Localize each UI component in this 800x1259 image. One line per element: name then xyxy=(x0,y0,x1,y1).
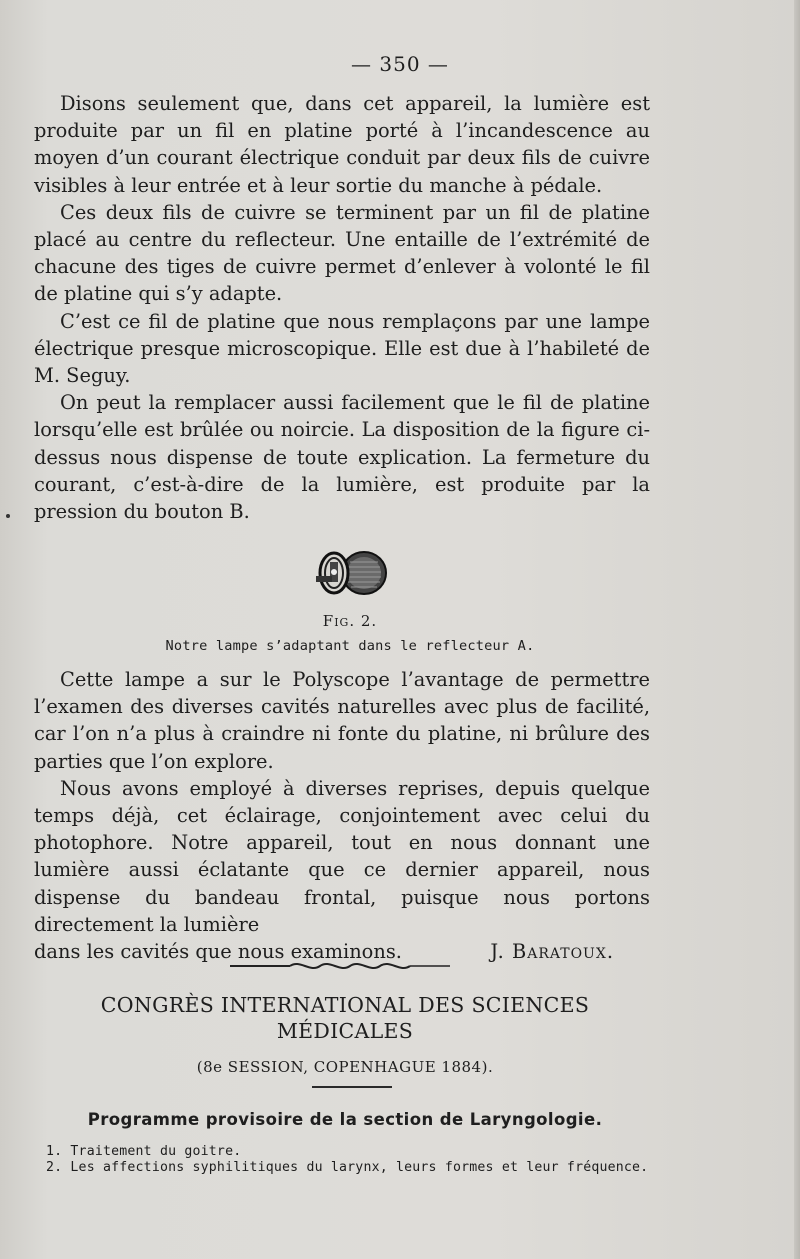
paragraph-5: Cette lampe a sur le Polyscope l’avantage de permettre l’examen des diverses cavités naturelles avec plus de facilité, car l’on n’a plus à craindre ni fonte du platine, ni brûlure des parties que l’on explore. xyxy=(34,668,650,773)
ornamental-divider xyxy=(230,956,450,976)
lamp-illustration xyxy=(310,548,390,602)
figure-label: Fig. 2. xyxy=(322,612,378,630)
paragraph-3: C’est ce fil de platine que nous remplaçons par une lampe électrique presque microscopique. Elle est due à l’habileté de M. Seguy. xyxy=(34,309,650,388)
programme-item-1: 1. Traitement du goitre. xyxy=(46,1144,242,1159)
paragraph-1: Disons seulement que, dans cet appareil, la lumière est produite par un fil en platine porté à l’incandescence au moyen d’un courant électrique conduit par deux fils de cuivre visibles à leur entrée et à leur sortie du manche à pédale. xyxy=(34,92,650,197)
congress-title-line1: CONGRÈS INTERNATIONAL DES SCIENCES xyxy=(100,993,590,1017)
paragraph-2: Ces deux fils de cuivre se terminent par un fil de platine placé au centre du reflecteur. Une entaille de l’extrémité de chacune des tiges de cuivre permet d’enlever à volonté le fil de platine qui s’y adapte. xyxy=(34,200,650,306)
body-text-top xyxy=(34,90,650,525)
figure-caption: Notre lampe s’adaptant dans le reflecteur A. xyxy=(165,638,535,654)
paragraph-4: On peut la remplacer aussi facilement que le fil de platine lorsqu’elle est brûlée ou noircie. La disposition de la figure ci-dessus nous dispense de toute explication. La fermeture du courant, c’est-à-dire de la lumière, est produite par la pression du bouton B. xyxy=(34,391,650,524)
divider-rule xyxy=(312,1086,392,1088)
programme-item-2: 2. Les affections syphilitiques du larynx, leurs formes et leur fréquence. xyxy=(46,1160,649,1175)
page-number: — 350 — xyxy=(351,52,449,76)
author-signature: J. Baratoux. xyxy=(490,940,614,964)
paragraph-6: Nous avons employé à diverses reprises, depuis quelque temps déjà, cet éclairage, conjointement avec celui du photophore. Notre appareil, tout en nous donnant une lumière aussi éclatante que ce dernier appareil, nous dispense du bandeau frontal, puisque nous portons directement la lumière xyxy=(34,776,650,936)
page-edge xyxy=(794,0,800,1259)
body-text-bottom xyxy=(34,666,650,965)
congress-title xyxy=(0,992,690,1044)
figure-2 xyxy=(0,548,700,654)
programme-heading: Programme provisoire de la section de Laryngologie. xyxy=(87,1110,603,1129)
programme-list xyxy=(46,1144,666,1176)
session-subtitle: (8e SESSION, COPENHAGUE 1884). xyxy=(196,1058,494,1076)
ink-speck xyxy=(6,514,10,518)
congress-title-line2: MÉDICALES xyxy=(276,1019,414,1043)
closing-text: dans les cavités que nous examinons. xyxy=(34,940,402,964)
